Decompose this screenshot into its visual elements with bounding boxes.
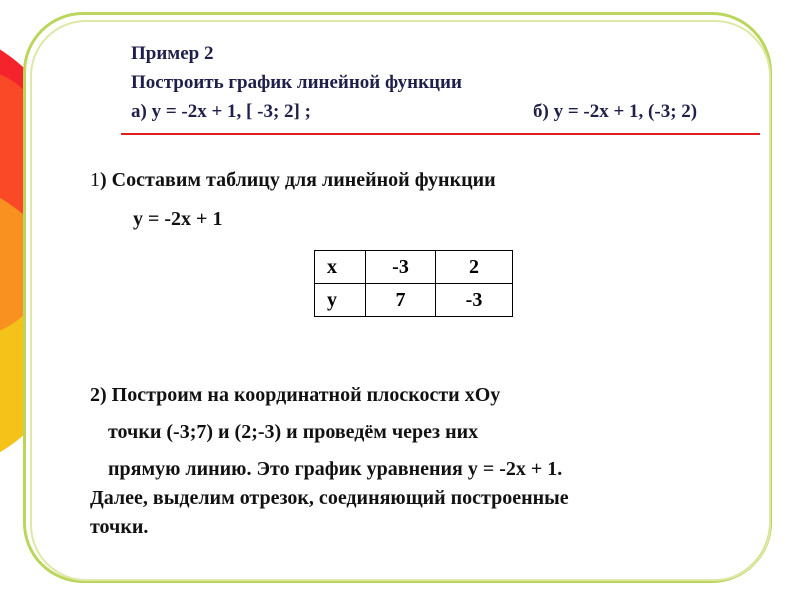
task-statement: Построить график линейной функции xyxy=(131,72,462,93)
step-1-text: ) Составим таблицу для линейной функции xyxy=(100,169,496,191)
values-table xyxy=(314,250,513,317)
step-1-formula: y = -2x + 1 xyxy=(133,208,223,230)
table-cell: 2 xyxy=(436,251,513,284)
example-title: Пример 2 xyxy=(131,43,214,64)
header-divider xyxy=(121,133,760,135)
step-2-line: прямую линию. Это график уравнения y = -2x + 1. xyxy=(108,458,563,480)
table-row xyxy=(315,284,513,317)
table-header-cell: x xyxy=(315,251,366,284)
table-cell: 7 xyxy=(366,284,436,317)
table-cell: -3 xyxy=(366,251,436,284)
step-2-line: 2) Построим на координатной плоскости xOy xyxy=(90,384,501,406)
step-1-number: 1 xyxy=(90,169,100,191)
step-2-line: точки. xyxy=(90,516,149,538)
table-header-cell: y xyxy=(315,284,366,317)
table-cell: -3 xyxy=(436,284,513,317)
part-a: а) y = -2x + 1, [ -3; 2] ; xyxy=(131,101,311,122)
step-2-line: точки (-3;7) и (2;-3) и проведём через них xyxy=(108,421,479,443)
step-2-line: Далее, выделим отрезок, соединяющий построенные xyxy=(90,487,569,509)
step-1-heading xyxy=(90,169,496,192)
table-row xyxy=(315,251,513,284)
part-b: б) y = -2x + 1, (-3; 2) xyxy=(533,101,698,122)
